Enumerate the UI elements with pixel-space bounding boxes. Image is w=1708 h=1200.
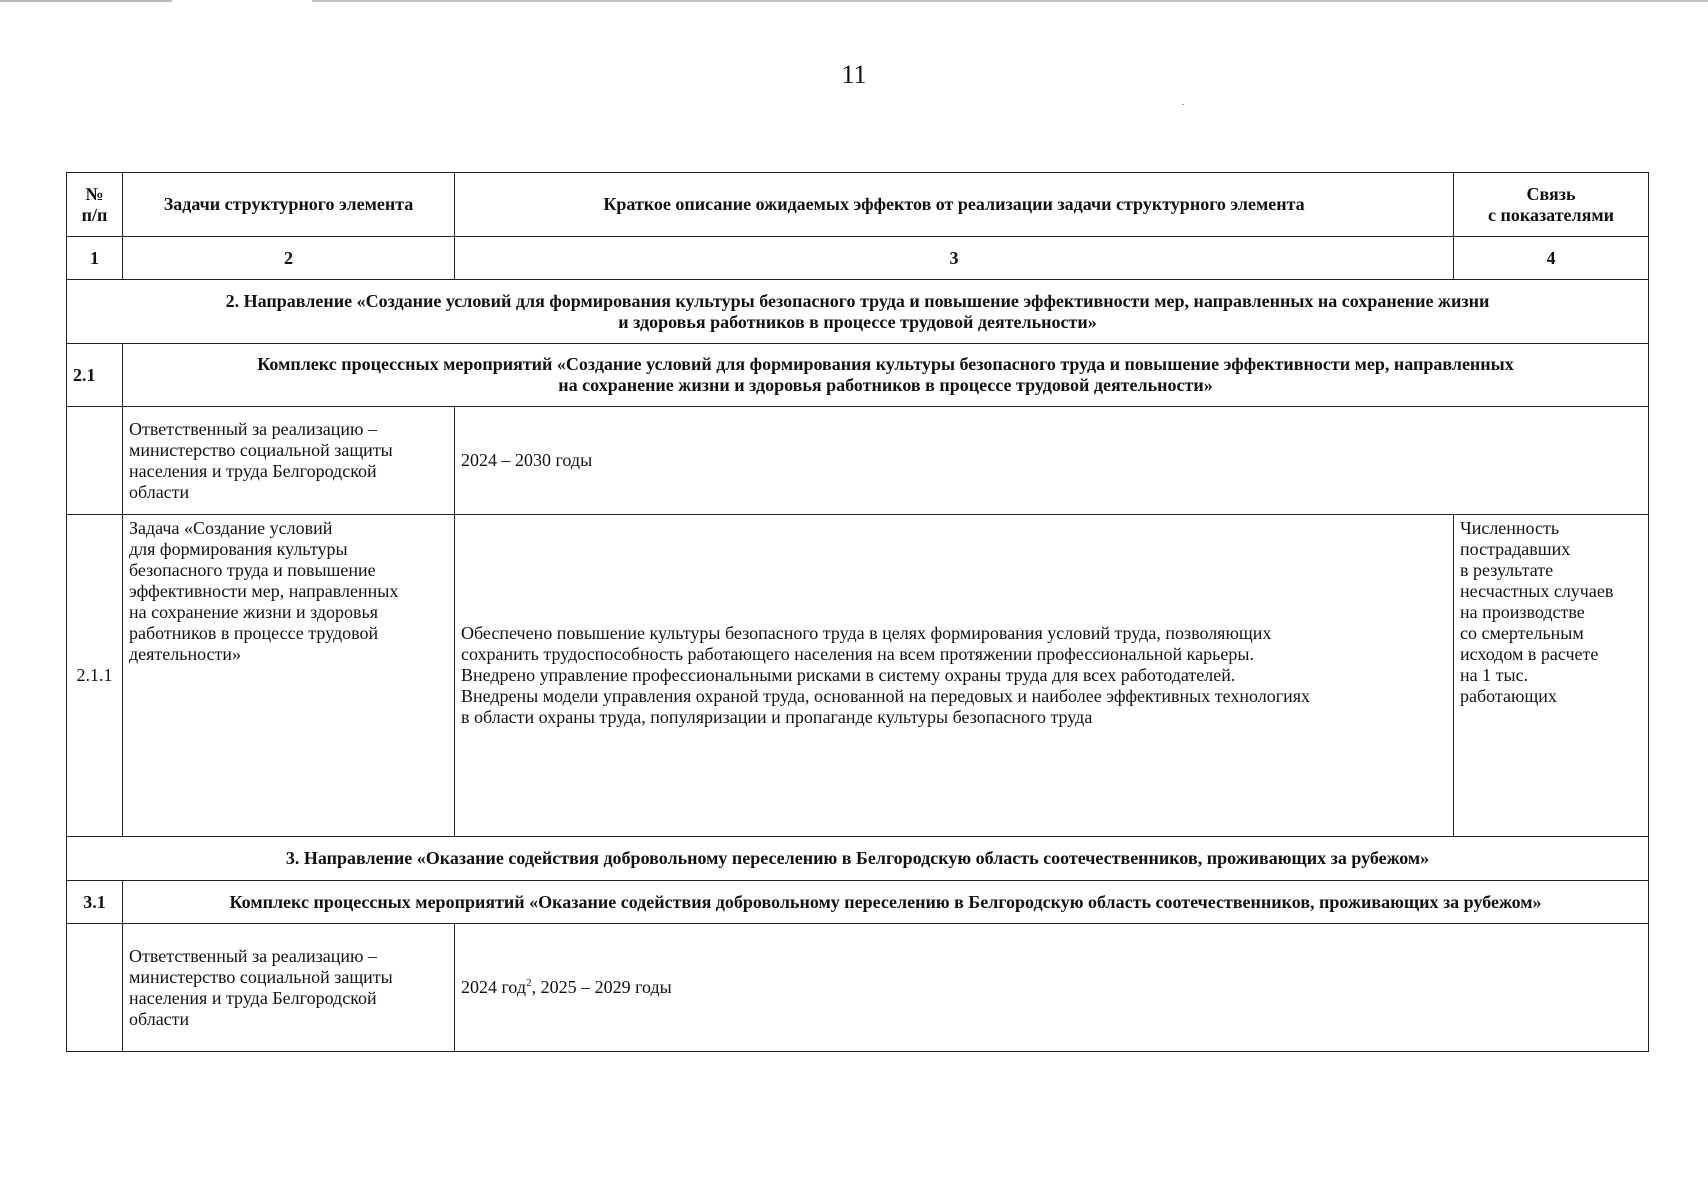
task-2-1-1-number: 2.1.1 (67, 515, 123, 837)
column-number-4: 4 (1454, 237, 1649, 280)
complex-2-1-number: 2.1 (67, 344, 123, 407)
complex-3-1-number: 3.1 (67, 881, 123, 924)
section-3-row (67, 837, 1649, 881)
task-2-1-1-description: Задача «Создание условий для формирования культуры безопасного труда и повышение эффективности мер, направленных на сохранение жизни и здоровья работников в процессе трудовой деятельности» (123, 515, 455, 837)
complex-2-1-row (67, 344, 1649, 407)
structural-element-table (66, 172, 1649, 1052)
task-2-1-1-indicators: Численность пострадавших в результате несчастных случаев на производстве со смертельным исходом в расчете на 1 тыс. работающих (1454, 515, 1649, 837)
column-numbers-row (67, 237, 1649, 280)
section-3-title: 3. Направление «Оказание содействия добровольному переселению в Белгородскую область соотечественников, проживающих за рубежом» (67, 837, 1649, 881)
responsible-2-1-label: Ответственный за реализацию – министерство социальной защиты населения и труда Белгородской области (123, 407, 455, 515)
header-indicators: Связь с показателями (1454, 173, 1649, 237)
complex-2-1-title: Комплекс процессных мероприятий «Создание условий для формирования культуры безопасного труда и повышение эффективности мер, направленных на сохранение жизни и здоровья работников в процессе трудовой деятельности» (123, 344, 1649, 407)
page-number: 11 (841, 60, 867, 89)
responsible-3-1-label: Ответственный за реализацию – министерство социальной защиты населения и труда Белгородской области (123, 924, 455, 1052)
responsible-3-1-row (67, 924, 1649, 1052)
column-number-3: 3 (455, 237, 1454, 280)
scan-top-rule-right (312, 0, 1708, 2)
header-number: № п/п (67, 173, 123, 237)
footnote-marker: 2 (526, 977, 532, 989)
column-number-2: 2 (123, 237, 455, 280)
header-row (67, 173, 1649, 237)
task-2-1-1-effects: Обеспечено повышение культуры безопасного труда в целях формирования условий труда, позволяющих сохранить трудоспособность работающего населения на всем протяжении профессиональной карьеры. Внедрено управление профессиональными рисками в систему охраны труда для всех работодателей. Внедрены модели управления охраной труда, основанной на передовых и наиболее эффективных технологиях в области охраны труда, популяризации и пропаганде культуры безопасного труда (455, 515, 1454, 837)
task-2-1-1-row (67, 515, 1649, 837)
responsible-2-1-row (67, 407, 1649, 515)
header-tasks: Задачи структурного элемента (123, 173, 455, 237)
responsible-2-1-period: 2024 – 2030 годы (455, 407, 1649, 515)
responsible-2-1-number (67, 407, 123, 515)
column-number-1: 1 (67, 237, 123, 280)
scan-top-rule-left (0, 0, 172, 2)
complex-3-1-row (67, 881, 1649, 924)
responsible-3-1-number (67, 924, 123, 1052)
scan-speck (1182, 104, 1184, 105)
complex-3-1-title: Комплекс процессных мероприятий «Оказание содействия добровольному переселению в Белгородскую область соотечественников, проживающих за рубежом» (123, 881, 1649, 924)
header-effects: Краткое описание ожидаемых эффектов от реализации задачи структурного элемента (455, 173, 1454, 237)
section-2-title: 2. Направление «Создание условий для формирования культуры безопасного труда и повышение эффективности мер, направленных на сохранение жизни и здоровья работников в процессе трудовой деятельности» (67, 280, 1649, 344)
section-2-row (67, 280, 1649, 344)
responsible-3-1-period: 2024 год$^2$, 2025 – 2029 годы (455, 924, 1649, 1052)
